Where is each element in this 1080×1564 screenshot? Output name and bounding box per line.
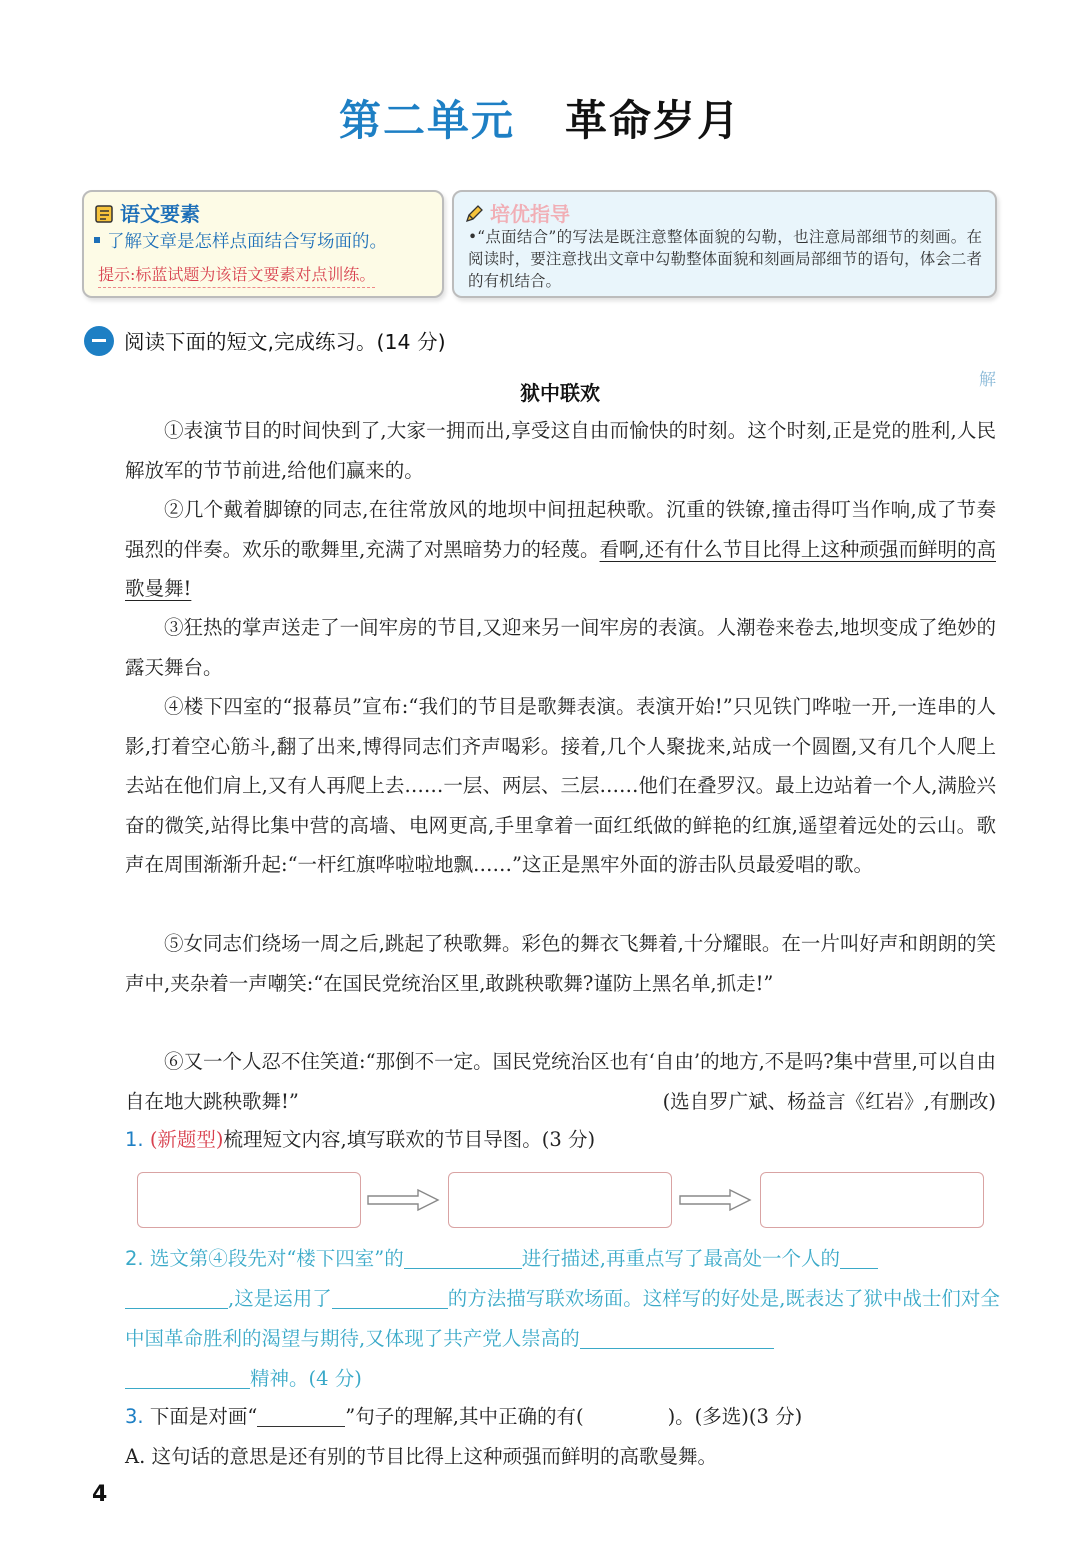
yuwen-point-text: 了解文章是怎样点面结合写场面的。: [107, 232, 387, 252]
answer-blank[interactable]: [404, 1244, 522, 1269]
question-1-text: 梳理短文内容,填写联欢的节目导图。(3 分): [223, 1128, 596, 1151]
question-3-text-b: ”句子的理解,其中正确的有(: [345, 1405, 584, 1428]
flow-arrow-icon: [678, 1188, 752, 1212]
question-3: [125, 1397, 1000, 1437]
paragraph-2: [125, 490, 996, 609]
section-heading: [84, 325, 446, 356]
question-2-text-e: 精神。(4 分): [250, 1367, 362, 1390]
unit-title: [0, 88, 1080, 148]
notebook-icon: [94, 204, 114, 224]
question-2: [125, 1239, 1000, 1399]
passage-source: (选自罗广斌、杨益言《红岩》,有删改): [662, 1089, 996, 1113]
bullet-icon: [94, 237, 100, 243]
corner-mark: 解: [979, 370, 996, 390]
page-number: 4: [92, 1482, 108, 1507]
section-label: 阅读下面的短文,完成练习。(14 分): [124, 330, 446, 354]
question-1: [125, 1120, 1000, 1160]
yuwen-box-title: 语文要素: [120, 202, 200, 226]
paragraph-1: ①表演节目的时间快到了,大家一拥而出,享受这自由而愉快的时刻。这个时刻,正是党的胜利,人民解放军的节节前进,给他们赢来的。: [125, 419, 996, 482]
paragraph-4: ④楼下四室的“报幕员”宣布:“我们的节目是歌舞表演。表演开始!”只见铁门哗啦一开,一连串的人影,打着空心筋斗,翻了出来,博得同志们齐声喝彩。接着,几个人聚拢来,站成一个圆圈,又有几个人爬上去站在他们肩上,又有人再爬上去……一层、两层、三层……他们在叠罗汉。最上边站着一个人,满脸兴奋的微笑,站得比集中营的高墙、电网更高,手里拿着一面红纸做的鲜艳的红旗,遥望着远处的云山。歌声在周围渐渐升起:“一杆红旗哗啦啦地飘……”这正是黑牢外面的游击队员最爱唱的歌。: [125, 695, 996, 876]
question-2-text-a: 选文第④段先对“楼下四室”的: [149, 1247, 404, 1270]
answer-blank[interactable]: [840, 1244, 878, 1269]
question-3-text-c: )。(多选)(3 分): [667, 1405, 803, 1428]
hint-text: 提示:标蓝试题为该语文要素对点训练。: [98, 262, 375, 288]
guide-text: •“点面结合”的写法是既注意整体面貌的勾勒，也注意局部细节的刻画。在阅读时，要注意找出文章中勾勒整体面貌和刻画局部细节的语句，体会二者的有机结合。: [468, 228, 982, 290]
answer-blank[interactable]: [257, 1402, 345, 1427]
question-3-text-a: 下面是对画“: [149, 1405, 258, 1428]
question-2-text-d: 的方法描写联欢场面。这样写的好处是,既表达了狱中战士们对全中国革命胜利的渴望与期待,又体现了共产党人崇高的: [125, 1287, 1000, 1350]
question-2-text-c: ,这是运用了: [228, 1287, 332, 1310]
paragraph-3: ③狂热的掌声送走了一间牢房的节目,又迎来另一间牢房的表演。人潮卷来卷去,地坝变成了绝妙的露天舞台。: [125, 616, 996, 679]
paragraph-2-text: ②几个戴着脚镣的同志,在往常放风的地坝中间扭起秧歌。沉重的铁镣,撞击得叮当作响,成了节奏强烈的伴奏。欢乐的歌舞里,充满了对黑暗势力的轻蔑。: [125, 498, 996, 561]
unit-name: 革命岁月: [565, 96, 742, 145]
answer-blank[interactable]: [580, 1324, 774, 1349]
question-1-number: 1.: [125, 1128, 144, 1151]
guide-box-title: 培优指导: [490, 202, 570, 226]
section-one-icon: [84, 326, 114, 356]
flow-box-1[interactable]: [137, 1172, 361, 1228]
guide-box-header: [464, 198, 570, 227]
question-2-number: 2.: [125, 1247, 144, 1270]
answer-blank[interactable]: [332, 1284, 448, 1309]
paragraph-6: [125, 1042, 996, 1121]
flow-box-3[interactable]: [760, 1172, 984, 1228]
flow-arrow-icon: [366, 1188, 440, 1212]
yuwen-element-box: [82, 190, 444, 298]
passage-title: 狱中联欢: [520, 381, 600, 405]
unit-number: 第二单元: [338, 96, 515, 145]
underlined-sentence: 看啊,还有什么节目比得上这种顽强而鲜明的高歌曼舞!: [125, 537, 996, 600]
yuwen-box-header: [94, 198, 200, 227]
paragraph-6-text: ⑥又一个人忍不住笑道:“那倒不一定。国民党统治区也有‘自由’的地方,不是吗?集中营里,可以自由自在地大跳秧歌舞!”: [125, 1050, 996, 1113]
guide-box: [452, 190, 997, 298]
pencil-icon: [464, 204, 484, 224]
yuwen-point: [94, 228, 387, 253]
flow-box-2[interactable]: [448, 1172, 672, 1228]
paragraph-5: ⑤女同志们绕场一周之后,跳起了秧歌舞。彩色的舞衣飞舞着,十分耀眼。在一片叫好声和朗朗的笑声中,夹杂着一声嘲笑:“在国民党统治区里,敢跳秧歌舞?谨防上黑名单,抓走!”: [125, 932, 996, 995]
question-3-number: 3.: [125, 1405, 144, 1428]
answer-blank[interactable]: [125, 1284, 228, 1309]
answer-blank[interactable]: [125, 1364, 250, 1389]
new-type-tag: (新题型): [149, 1128, 224, 1151]
question-2-text-b: 进行描述,再重点写了最高处一个人的: [521, 1247, 840, 1270]
option-a: A. 这句话的意思是还有别的节目比得上这种顽强而鲜明的高歌曼舞。: [125, 1445, 717, 1468]
